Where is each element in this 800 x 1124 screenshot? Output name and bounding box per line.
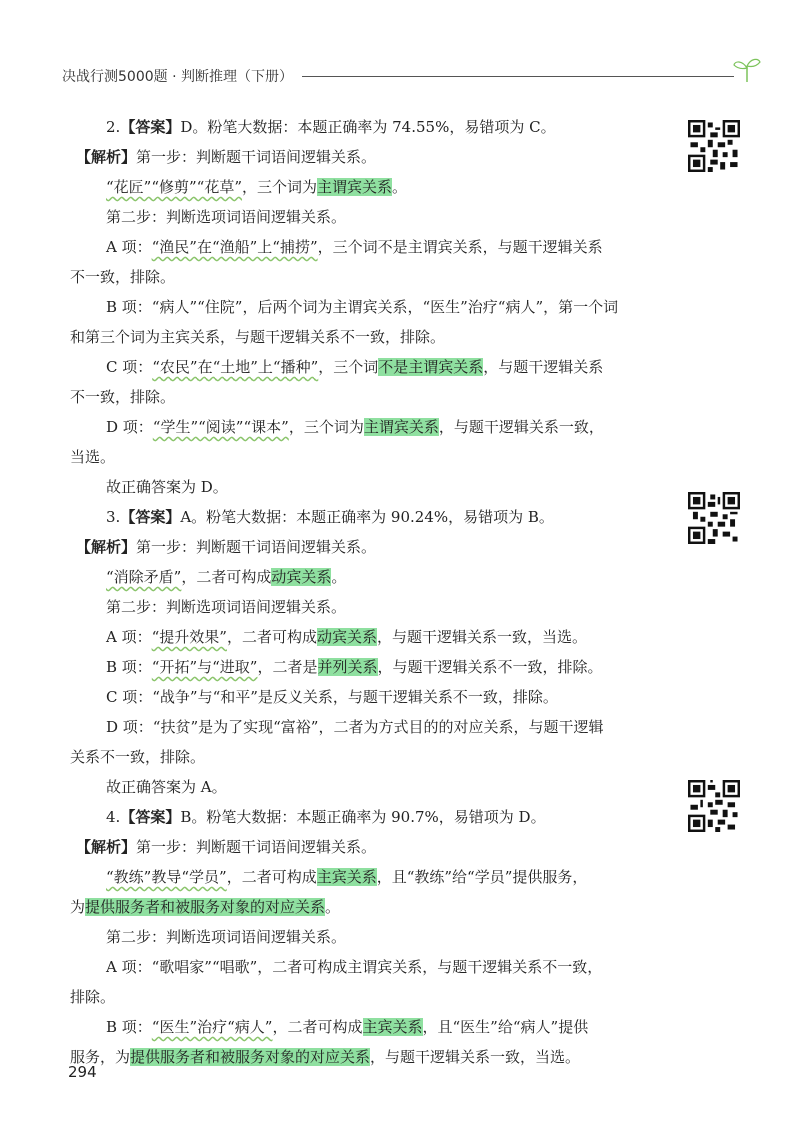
q2-option-d-cont: 当选。 (70, 448, 116, 466)
q2-option-c: C 项：“农民”在“土地”上“播种”，三个词不是主谓宾关系，与题干逻辑关系 (106, 358, 604, 376)
q4-option-a: A 项：“歌唱家”“唱歌”，二者可构成主谓宾关系，与题干逻辑关系不一致， (106, 958, 603, 976)
q3-step2: 第二步：判断选项词语间逻辑关系。 (106, 598, 347, 616)
q3-option-a: A 项：“提升效果”，二者可构成动宾关系，与题干逻辑关系一致，当选。 (106, 628, 587, 646)
q4-option-b: B 项：“医生”治疗“病人”，二者可构成主宾关系，且“医生”给“病人”提供 (106, 1018, 589, 1036)
qr-code-icon[interactable] (688, 120, 740, 172)
running-header (62, 62, 762, 92)
answer-tag: 【答案】 (120, 508, 181, 526)
q2-final-answer: 故正确答案为 D。 (106, 478, 228, 496)
q4-option-a-cont: 排除。 (70, 988, 116, 1006)
highlight: 动宾关系 (316, 628, 377, 646)
q3-option-c: C 项：“战争”与“和平”是反义关系，与题干逻辑关系不一致，排除。 (106, 688, 558, 706)
q2-answer-line: 2.【答案】D。粉笔大数据：本题正确率为 74.55%，易错项为 C。 (106, 118, 556, 136)
q4-stem-relation-cont: 为提供服务者和被服务对象的对应关系。 (70, 898, 341, 916)
q2-option-b: B 项：“病人”“住院”，后两个词为主谓宾关系，“医生”治疗“病人”，第一个词 (106, 298, 619, 316)
qr-code-icon[interactable] (688, 492, 740, 544)
q2-option-b-cont: 和第三个词为主宾关系，与题干逻辑关系不一致，排除。 (70, 328, 446, 346)
analysis-tag: 【解析】 (76, 838, 137, 856)
q4-option-b-cont: 服务，为提供服务者和被服务对象的对应关系，与题干逻辑关系一致，当选。 (70, 1048, 581, 1066)
highlight: 主宾关系 (316, 868, 377, 886)
q2-step2: 第二步：判断选项词语间逻辑关系。 (106, 208, 347, 226)
q4-answer-line: 4.【答案】B。粉笔大数据：本题正确率为 90.7%，易错项为 D。 (106, 808, 546, 826)
highlight: 提供服务者和被服务对象的对应关系 (85, 898, 326, 916)
answer-explanations (70, 112, 670, 1072)
qr-code-icon[interactable] (688, 780, 740, 832)
q4-analysis-line: 【解析】第一步：判断题干词语间逻辑关系。 (76, 838, 377, 856)
q3-stem-relation: “消除矛盾”，二者可构成动宾关系。 (106, 568, 347, 586)
q2-stem-relation: “花匠”“修剪”“花草”，三个词为主谓宾关系。 (106, 178, 408, 196)
highlight: 不是主谓宾关系 (378, 358, 484, 376)
header-rule (302, 76, 734, 77)
answer-tag: 【答案】 (120, 808, 181, 826)
q4-step2: 第二步：判断选项词语间逻辑关系。 (106, 928, 347, 946)
sprout-icon (732, 56, 762, 82)
q3-answer-line: 3.【答案】A。粉笔大数据：本题正确率为 90.24%，易错项为 B。 (106, 508, 554, 526)
book-title: 决战行测5000题 · 判断推理（下册） (62, 69, 293, 85)
analysis-tag: 【解析】 (76, 148, 137, 166)
q3-analysis-line: 【解析】第一步：判断题干词语间逻辑关系。 (76, 538, 377, 556)
q2-option-d: D 项：“学生”“阅读”“课本”，三个词为主谓宾关系，与题干逻辑关系一致， (106, 418, 604, 436)
highlight: 主谓宾关系 (317, 178, 393, 196)
q3-final-answer: 故正确答案为 A。 (106, 778, 227, 796)
highlight: 主谓宾关系 (363, 418, 439, 436)
q4-stem-relation: “教练”教导“学员”，二者可构成主宾关系，且“教练”给“学员”提供服务， (106, 868, 588, 886)
q2-analysis-line: 【解析】第一步：判断题干词语间逻辑关系。 (76, 148, 377, 166)
highlight: 主宾关系 (362, 1018, 423, 1036)
highlight: 提供服务者和被服务对象的对应关系 (130, 1048, 371, 1066)
answer-tag: 【答案】 (120, 118, 181, 136)
page-number: 294 (68, 1063, 97, 1081)
q2-option-a: A 项：“渔民”在“渔船”上“捕捞”，三个词不是主谓宾关系，与题干逻辑关系 (106, 238, 603, 256)
q2-option-a-cont: 不一致，排除。 (70, 268, 176, 286)
q2-option-c-cont: 不一致，排除。 (70, 388, 176, 406)
q3-option-d-cont: 关系不一致，排除。 (70, 748, 206, 766)
highlight: 动宾关系 (271, 568, 332, 586)
analysis-tag: 【解析】 (76, 538, 137, 556)
q3-option-d: D 项：“扶贫”是为了实现“富裕”，二者为方式目的的对应关系，与题干逻辑 (106, 718, 604, 736)
highlight: 并列关系 (317, 658, 378, 676)
q3-option-b: B 项：“开拓”与“进取”，二者是并列关系，与题干逻辑关系不一致，排除。 (106, 658, 603, 676)
